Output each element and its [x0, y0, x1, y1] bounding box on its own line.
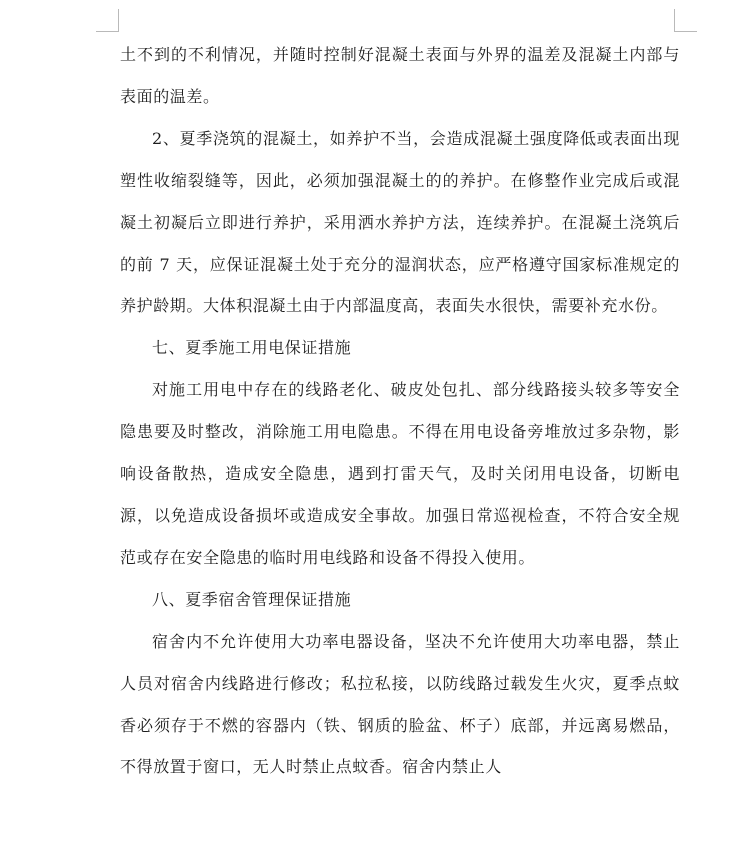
- paragraph-summer-curing: 2、夏季浇筑的混凝土，如养护不当，会造成混凝土强度降低或表面出现塑性收缩裂缝等，因此，必须加强混凝土的的养护。在修整作业完成后或混凝土初凝后立即进行养护，采用洒水养护方法，连续养护。在混凝土浇筑后的前 7 天，应保证混凝土处于充分的湿润状态，应严格遵守国家标准规定的养护龄期。大体积混凝土由于内部温度高，表面失水很快，需要补充水份。: [120, 128, 680, 316]
- document-body[interactable]: [120, 34, 680, 788]
- paragraph-curing-temperature: 土不到的不利情况，并随时控制好混凝土表面与外界的温差及混凝土内部与表面的温差。: [120, 45, 680, 106]
- section-heading-power: 七、夏季施工用电保证措施: [152, 338, 352, 358]
- paragraph-power-safety: 对施工用电中存在的线路老化、破皮处包扎、部分线路接头较多等安全隐患要及时整改，消除施工用电隐患。不得在用电设备旁堆放过多杂物，影响设备散热，造成安全隐患，遇到打雷天气，及时关闭用电设备，切断电源，以免造成设备损坏或造成安全事故。加强日常巡视检查，不符合安全规范或存在安全隐患的临时用电线路和设备不得投入使用。: [120, 380, 680, 567]
- paragraph-dormitory-rules: 宿舍内不允许使用大功率电器设备，坚决不允许使用大功率电器，禁止人员对宿舍内线路进行修改；私拉私接，以防线路过载发生火灾，夏季点蚊香必须存于不燃的容器内（铁、钢质的脸盆、杯子）底部，并远离易燃品，不得放置于窗口，无人时禁止点蚊香。宿舍内禁止人: [120, 631, 680, 777]
- margin-corner-mark-right: [674, 9, 697, 32]
- section-heading-dormitory: 八、夏季宿舍管理保证措施: [152, 589, 352, 609]
- margin-corner-mark-left: [96, 9, 119, 32]
